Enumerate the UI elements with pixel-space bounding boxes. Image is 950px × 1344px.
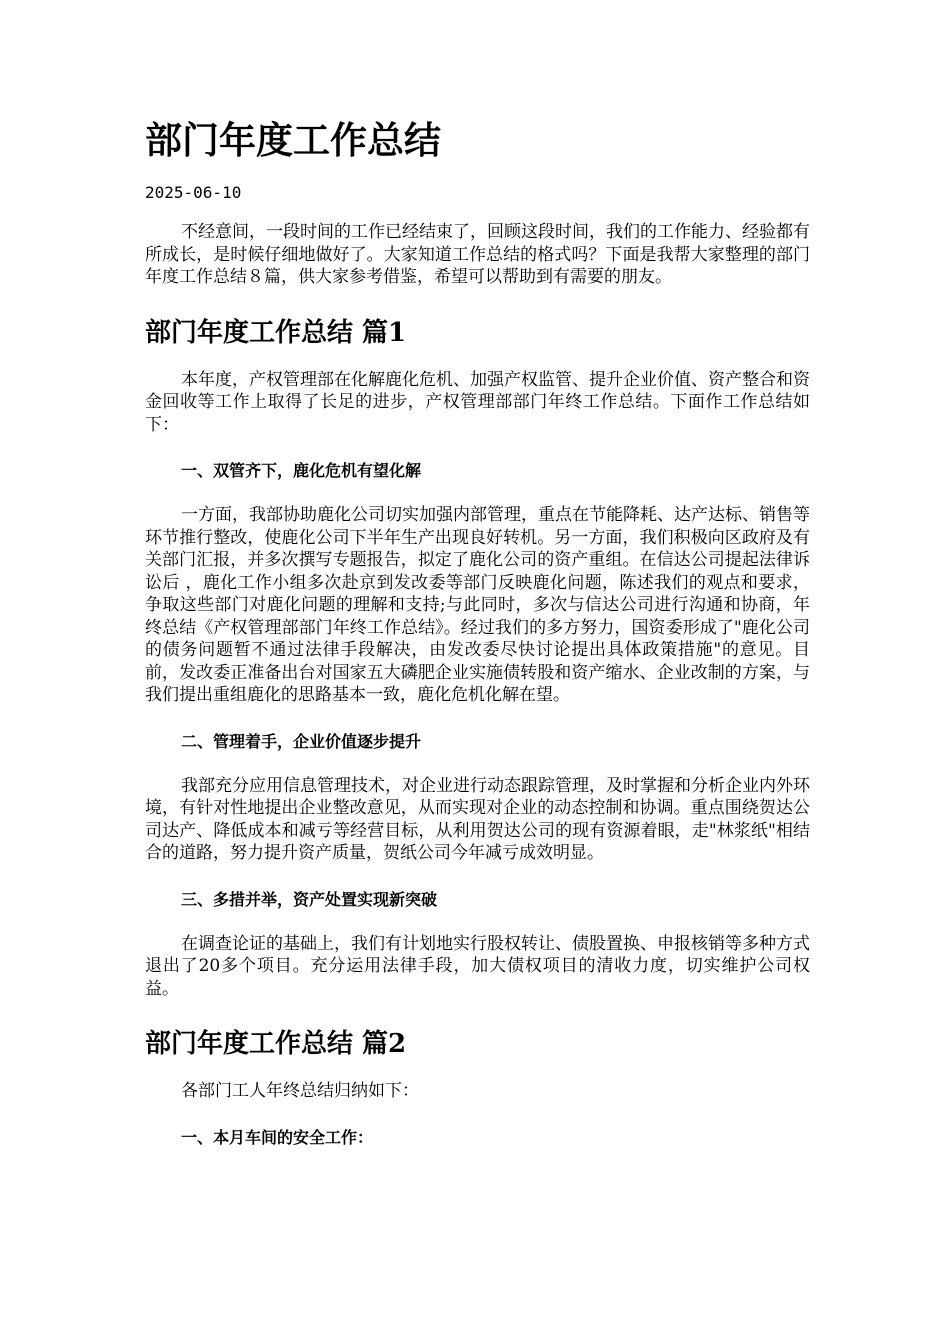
document-page <box>145 112 810 1171</box>
section-2-intro: 各部门工人年终总结归纳如下： <box>181 1081 419 1101</box>
section-1-subheading-3: 三、多措并举，资产处置实现新突破 <box>181 889 438 909</box>
section-2-heading: 部门年度工作总结 篇2 <box>145 1029 407 1059</box>
section-1-intro: 本年度，产权管理部在化解鹿化危机、加强产权监管、提升企业价值、资产整合和资金回收等工作上取得了长足的进步，产权管理部部门年终工作总结。下面作工作总结如下： <box>145 369 810 435</box>
section-1-subheading-2: 二、管理着手，企业价值逐步提升 <box>181 731 422 751</box>
section-1-heading: 部门年度工作总结 篇1 <box>145 317 407 348</box>
section-1-subheading-1: 一、双管齐下，鹿化危机有望化解 <box>181 461 422 480</box>
document-title: 部门年度工作总结 <box>145 118 441 162</box>
document-date: 2025-06-10 <box>145 183 242 202</box>
section-1-paragraph-1: 一方面，我部协助鹿化公司切实加强内部管理，重点在节能降耗、达产达标、销售等环节推行整改，使鹿化公司下半年生产出现良好转机。另一方面，我们积极向区政府及有关部门汇报，并多次撰写专题报告，拟定了鹿化公司的资产重组。在信达公司提起法律诉讼后 ，鹿化工作小组多次赴京到发改委等部门反映鹿化问题，陈述我们的观点和要求，争取这些部门对鹿化问题的理解和支持;与此同时，多次与信达公司进行沟通和协商，年终总结《产权管理部部门年终工作总结》。经过我们的多方努力，国资委形成了"鹿化公司的债务问题暂不通过法律手段解决，由发改委尽快讨论提出具体政策措施"的意见。目前，发改委正准备出台对国家五大磷肥企业实施债转股和资产缩水、企业改制的方案，与我们提出重组鹿化的思路基本一致，鹿化危机化解在望。 <box>145 505 810 705</box>
section-1-paragraph-3: 在调查论证的基础上，我们有计划地实行股权转让、债股置换、申报核销等多种方式退出了20多个项目。充分运用法律手段，加大债权项目的清收力度，切实维护公司权益。 <box>145 933 810 999</box>
intro-paragraph: 不经意间，一段时间的工作已经结束了，回顾这段时间，我们的工作能力、经验都有所成长，是时候仔细地做好了。大家知道工作总结的格式吗？下面是我帮大家整理的部门年度工作总结８篇，供大家参考借鉴，希望可以帮助到有需要的朋友。 <box>145 222 810 287</box>
section-1-paragraph-2: 我部充分应用信息管理技术，对企业进行动态跟踪管理，及时掌握和分析企业内外环境，有针对性地提出企业整改意见，从而实现对企业的动态控制和协调。重点围绕贺达公司达产、降低成本和减亏等经营目标，从利用贺达公司的现有资源着眼，走"林浆纸"相结合的道路，努力提升资产质量，贺纸公司今年减亏成效明显。 <box>145 775 810 863</box>
section-2-subheading-1: 一、本月车间的安全工作： <box>181 1127 374 1147</box>
